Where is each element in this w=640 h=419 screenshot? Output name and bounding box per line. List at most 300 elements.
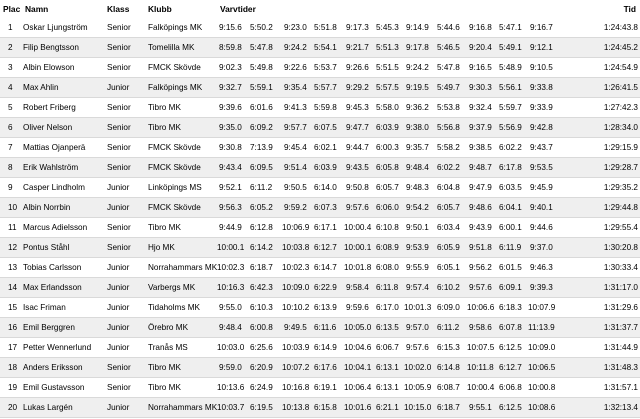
lap-time: 10:10.2: [282, 303, 310, 312]
lap-time: 6:12.8: [250, 223, 273, 232]
lap-time: 10:00.4: [344, 223, 372, 232]
rider-class: Senior: [107, 63, 131, 72]
lap-time: 6:05.9: [437, 243, 460, 252]
lap-time: 9:39.3: [530, 283, 553, 292]
lap-time: 9:45.3: [346, 103, 369, 112]
lap-time: 6:08.7: [437, 383, 460, 392]
total-time: 1:27:42.3: [603, 103, 638, 112]
lap-time: 6:02.2: [499, 143, 522, 152]
lap-time: 9:40.1: [530, 203, 553, 212]
lap-time: 10:11.8: [467, 363, 494, 372]
lap-time: 11:13.9: [528, 323, 555, 332]
table-row: [0, 98, 640, 118]
lap-time: 10:00.1: [344, 243, 372, 252]
rider-class: Junior: [107, 303, 130, 312]
lap-time: 6:19.5: [250, 403, 273, 412]
header-tid: Tid: [623, 4, 636, 14]
rider-name: Emil Berggren: [23, 323, 75, 332]
total-time: 1:24:54.9: [603, 63, 638, 72]
lap-time: 6:10.3: [250, 303, 273, 312]
lap-time: 6:14.2: [250, 243, 273, 252]
lap-time: 6:17.8: [499, 163, 522, 172]
total-time: 1:31:57.1: [603, 383, 638, 392]
lap-time: 9:48.4: [406, 163, 429, 172]
lap-time: 10:16.8: [282, 383, 310, 392]
lap-time: 6:18.7: [437, 403, 460, 412]
lap-time: 9:59.6: [346, 303, 369, 312]
rider-club: Tibro MK: [148, 363, 181, 372]
lap-time: 9:53.9: [406, 243, 429, 252]
rider-name: Oliver Nelson: [23, 123, 73, 132]
lap-time: 6:22.9: [314, 283, 337, 292]
placement: 16: [8, 323, 18, 332]
rider-name: Albin Norrbin: [23, 203, 71, 212]
placement: 10: [8, 203, 18, 212]
total-time: 1:29:15.9: [603, 143, 638, 152]
lap-time: 9:35.0: [219, 123, 242, 132]
lap-time: 6:15.8: [314, 403, 337, 412]
lap-time: 6:09.1: [499, 283, 522, 292]
lap-time: 5:44.6: [437, 23, 460, 32]
lap-time: 6:42.3: [250, 283, 273, 292]
lap-time: 9:55.0: [219, 303, 242, 312]
lap-time: 10:13.6: [217, 383, 245, 392]
table-row: [0, 158, 640, 178]
lap-time: 6:07.3: [314, 203, 337, 212]
lap-time: 10:03.7: [217, 403, 245, 412]
lap-time: 5:46.5: [437, 43, 460, 52]
rider-club: Falköpings MK: [148, 83, 203, 92]
lap-time: 6:14.0: [314, 183, 337, 192]
rider-club: Tidaholms MK: [148, 303, 201, 312]
table-row: [0, 138, 640, 158]
table-row: [0, 198, 640, 218]
lap-time: 9:12.1: [530, 43, 553, 52]
rider-class: Senior: [107, 103, 131, 112]
lap-time: 5:56.9: [499, 123, 522, 132]
lap-time: 9:42.8: [530, 123, 553, 132]
lap-time: 6:15.3: [437, 343, 460, 352]
lap-time: 9:44.7: [346, 143, 369, 152]
lap-time: 6:08.9: [376, 243, 399, 252]
lap-time: 5:58.2: [437, 143, 460, 152]
lap-time: 10:08.6: [528, 403, 556, 412]
lap-time: 9:44.6: [530, 223, 553, 232]
placement: 1: [8, 23, 13, 32]
rider-club: Norrahammars MK: [148, 403, 218, 412]
lap-time: 6:12.5: [499, 403, 522, 412]
lap-time: 9:50.1: [406, 223, 429, 232]
rider-name: Casper Lindholm: [23, 183, 85, 192]
rider-name: Max Ahlin: [23, 83, 59, 92]
lap-time: 5:56.8: [437, 123, 460, 132]
lap-time: 9:35.4: [284, 83, 307, 92]
lap-time: 6:14.8: [437, 363, 460, 372]
lap-time: 9:23.0: [284, 23, 307, 32]
table-row: [0, 38, 640, 58]
lap-time: 6:03.4: [437, 223, 460, 232]
rider-class: Senior: [107, 363, 131, 372]
lap-time: 6:07.5: [314, 123, 337, 132]
rider-name: Marcus Adielsson: [23, 223, 88, 232]
lap-time: 5:51.8: [314, 23, 337, 32]
lap-time: 5:47.8: [250, 43, 273, 52]
lap-time: 10:07.2: [282, 363, 310, 372]
lap-time: 6:11.6: [314, 323, 337, 332]
lap-time: 10:02.3: [217, 263, 245, 272]
lap-time: 6:05.7: [437, 203, 460, 212]
lap-time: 9:17.8: [406, 43, 429, 52]
lap-time: 9:32.7: [219, 83, 242, 92]
lap-time: 9:55.1: [469, 403, 492, 412]
rider-club: FMCK Skövde: [148, 163, 201, 172]
lap-time: 9:26.6: [346, 63, 369, 72]
lap-time: 6:06.8: [499, 383, 522, 392]
lap-time: 6:08.0: [376, 263, 399, 272]
lap-time: 9:17.3: [346, 23, 369, 32]
lap-time: 9:57.6: [406, 343, 429, 352]
lap-time: 9:50.5: [284, 183, 307, 192]
rider-club: FMCK Skövde: [148, 143, 201, 152]
lap-time: 6:05.1: [437, 263, 460, 272]
rider-club: Tranås MS: [148, 343, 188, 352]
lap-time: 10:03.0: [217, 343, 245, 352]
lap-time: 9:56.3: [219, 203, 242, 212]
placement: 19: [8, 383, 18, 392]
lap-time: 5:49.7: [437, 83, 460, 92]
rider-club: Varbergs MK: [148, 283, 196, 292]
table-row: [0, 18, 640, 38]
lap-time: 9:15.6: [219, 23, 242, 32]
lap-time: 9:38.5: [469, 143, 492, 152]
table-header: [0, 0, 640, 18]
lap-time: 6:14.9: [314, 343, 337, 352]
rider-name: Robert Friberg: [23, 103, 76, 112]
lap-time: 9:58.6: [469, 323, 492, 332]
lap-time: 9:47.7: [346, 123, 369, 132]
rider-club: Tibro MK: [148, 223, 181, 232]
lap-time: 9:41.3: [284, 103, 307, 112]
lap-time: 9:52.1: [219, 183, 242, 192]
lap-time: 6:09.0: [437, 303, 460, 312]
lap-time: 6:20.9: [250, 363, 273, 372]
rider-name: Anders Eriksson: [23, 363, 83, 372]
lap-time: 9:57.7: [284, 123, 307, 132]
lap-time: 6:07.8: [499, 323, 522, 332]
total-time: 1:24:43.8: [603, 23, 638, 32]
total-time: 1:30:20.8: [603, 243, 638, 252]
lap-time: 5:49.1: [499, 43, 522, 52]
lap-time: 10:01.3: [404, 303, 432, 312]
lap-time: 9:19.5: [406, 83, 429, 92]
lap-time: 6:11.9: [499, 243, 522, 252]
table-row: [0, 338, 640, 358]
lap-time: 10:16.3: [217, 283, 245, 292]
lap-time: 6:12.7: [499, 363, 522, 372]
lap-time: 6:12.7: [314, 243, 337, 252]
rider-club: Falköpings MK: [148, 23, 203, 32]
lap-time: 6:04.1: [499, 203, 522, 212]
placement: 6: [8, 123, 13, 132]
lap-time: 10:05.0: [344, 323, 372, 332]
lap-time: 9:54.2: [406, 203, 429, 212]
header-namn: Namn: [25, 4, 49, 14]
lap-time: 6:13.1: [376, 383, 399, 392]
table-row: [0, 278, 640, 298]
lap-time: 9:59.0: [219, 363, 242, 372]
placement: 4: [8, 83, 13, 92]
lap-time: 9:33.9: [530, 103, 553, 112]
lap-time: 10:03.8: [282, 243, 310, 252]
total-time: 1:30:33.4: [603, 263, 638, 272]
lap-time: 9:56.2: [469, 263, 492, 272]
total-time: 1:32:13.4: [603, 403, 638, 412]
lap-time: 9:57.4: [406, 283, 429, 292]
rider-club: Örebro MK: [148, 323, 189, 332]
rider-class: Senior: [107, 43, 131, 52]
table-row: [0, 258, 640, 278]
lap-time: 6:14.7: [314, 263, 337, 272]
lap-time: 6:03.5: [499, 183, 522, 192]
rider-name: Lukas Largén: [23, 403, 73, 412]
lap-time: 9:57.0: [406, 323, 429, 332]
lap-time: 10:06.5: [528, 363, 556, 372]
lap-time: 9:48.7: [469, 163, 492, 172]
placement: 8: [8, 163, 13, 172]
lap-time: 6:13.9: [314, 303, 337, 312]
lap-time: 9:55.9: [406, 263, 429, 272]
total-time: 1:29:35.2: [603, 183, 638, 192]
rider-name: Petter Wennerlund: [23, 343, 92, 352]
total-time: 1:31:48.3: [603, 363, 638, 372]
lap-time: 5:57.7: [314, 83, 337, 92]
lap-time: 6:02.2: [437, 163, 460, 172]
lap-time: 5:47.1: [499, 23, 522, 32]
lap-time: 10:09.0: [528, 343, 556, 352]
rider-name: Max Erlandsson: [23, 283, 82, 292]
lap-time: 7:13.9: [250, 143, 273, 152]
total-time: 1:29:44.8: [603, 203, 638, 212]
lap-time: 5:57.5: [376, 83, 399, 92]
lap-time: 5:54.1: [314, 43, 337, 52]
lap-time: 9:16.7: [530, 23, 553, 32]
lap-time: 6:18.7: [250, 263, 273, 272]
lap-time: 5:53.8: [437, 103, 460, 112]
rider-name: Erik Wahlström: [23, 163, 79, 172]
lap-time: 9:21.7: [346, 43, 369, 52]
lap-time: 10:00.1: [217, 243, 245, 252]
lap-time: 9:48.3: [406, 183, 429, 192]
lap-time: 9:35.7: [406, 143, 429, 152]
rider-name: Tobias Carlsson: [23, 263, 82, 272]
lap-time: 6:12.5: [499, 343, 522, 352]
lap-time: 10:02.3: [282, 263, 310, 272]
rider-club: Tomelilla MK: [148, 43, 195, 52]
table-row: [0, 58, 640, 78]
total-time: 1:31:44.9: [603, 343, 638, 352]
rider-class: Senior: [107, 383, 131, 392]
lap-time: 6:10.2: [437, 283, 460, 292]
lap-time: 6:19.1: [314, 383, 337, 392]
lap-time: 6:06.7: [376, 343, 399, 352]
lap-time: 9:43.7: [530, 143, 553, 152]
lap-time: 9:45.9: [530, 183, 553, 192]
lap-time: 5:59.1: [250, 83, 273, 92]
lap-time: 6:11.8: [376, 283, 399, 292]
rider-class: Junior: [107, 203, 130, 212]
table-row: [0, 378, 640, 398]
lap-time: 9:24.2: [284, 43, 307, 52]
total-time: 1:31:37.7: [603, 323, 638, 332]
table-row: [0, 118, 640, 138]
lap-time: 6:05.2: [250, 203, 273, 212]
placement: 2: [8, 43, 13, 52]
lap-time: 5:58.0: [376, 103, 399, 112]
rider-name: Emil Gustavsson: [23, 383, 85, 392]
rider-class: Senior: [107, 23, 131, 32]
rider-club: FMCK Skövde: [148, 203, 201, 212]
lap-time: 6:05.7: [376, 183, 399, 192]
lap-time: 9:43.9: [469, 223, 492, 232]
lap-time: 5:59.8: [314, 103, 337, 112]
lap-time: 6:11.2: [250, 183, 273, 192]
lap-time: 5:50.2: [250, 23, 273, 32]
placement: 15: [8, 303, 18, 312]
total-time: 1:28:34.0: [603, 123, 638, 132]
lap-time: 6:04.8: [437, 183, 460, 192]
placement: 18: [8, 363, 18, 372]
lap-time: 9:38.0: [406, 123, 429, 132]
lap-time: 10:06.4: [344, 383, 372, 392]
lap-time: 10:02.0: [404, 363, 432, 372]
lap-time: 6:06.0: [376, 203, 399, 212]
lap-time: 10:03.9: [282, 343, 310, 352]
lap-time: 9:57.6: [346, 203, 369, 212]
lap-time: 6:09.2: [250, 123, 273, 132]
lap-time: 9:30.3: [469, 83, 492, 92]
header-klubb: Klubb: [148, 4, 172, 14]
lap-time: 6:00.1: [499, 223, 522, 232]
rider-club: FMCK Skövde: [148, 63, 201, 72]
rider-class: Junior: [107, 283, 130, 292]
lap-time: 8:59.8: [219, 43, 242, 52]
lap-time: 6:02.1: [314, 143, 337, 152]
lap-time: 9:33.8: [530, 83, 553, 92]
lap-time: 10:06.6: [467, 303, 495, 312]
lap-time: 10:09.0: [282, 283, 310, 292]
lap-time: 9:20.4: [469, 43, 492, 52]
lap-time: 9:48.6: [469, 203, 492, 212]
lap-time: 6:18.3: [499, 303, 522, 312]
rider-name: Isac Friman: [23, 303, 66, 312]
lap-time: 9:51.4: [284, 163, 307, 172]
lap-time: 9:57.6: [469, 283, 492, 292]
lap-time: 6:25.6: [250, 343, 273, 352]
rider-class: Junior: [107, 263, 130, 272]
lap-time: 9:32.4: [469, 103, 492, 112]
lap-time: 9:16.5: [469, 63, 492, 72]
lap-time: 5:59.7: [499, 103, 522, 112]
lap-time: 6:24.9: [250, 383, 273, 392]
lap-time: 6:01.6: [250, 103, 273, 112]
rider-name: Oskar Ljungström: [23, 23, 88, 32]
lap-time: 9:30.8: [219, 143, 242, 152]
lap-time: 10:01.6: [344, 403, 372, 412]
lap-time: 9:22.6: [284, 63, 307, 72]
lap-time: 6:00.8: [250, 323, 273, 332]
lap-time: 6:10.8: [376, 223, 399, 232]
lap-time: 9:39.6: [219, 103, 242, 112]
table-row: [0, 318, 640, 338]
lap-time: 10:15.0: [404, 403, 432, 412]
lap-time: 9:36.2: [406, 103, 429, 112]
lap-time: 9:50.8: [346, 183, 369, 192]
lap-time: 6:05.8: [376, 163, 399, 172]
lap-time: 9:02.3: [219, 63, 242, 72]
rider-club: Tibro MK: [148, 103, 181, 112]
lap-time: 9:43.5: [346, 163, 369, 172]
lap-time: 9:43.4: [219, 163, 242, 172]
placement: 5: [8, 103, 13, 112]
total-time: 1:24:45.2: [603, 43, 638, 52]
placement: 14: [8, 283, 18, 292]
table-row: [0, 218, 640, 238]
lap-time: 10:00.4: [467, 383, 495, 392]
lap-time: 6:21.1: [376, 403, 399, 412]
rider-name: Filip Bengtsson: [23, 43, 79, 52]
lap-time: 9:29.2: [346, 83, 369, 92]
lap-time: 10:07.9: [528, 303, 556, 312]
rider-club: Tibro MK: [148, 123, 181, 132]
lap-time: 5:56.1: [499, 83, 522, 92]
placement: 11: [8, 223, 17, 232]
lap-time: 5:51.3: [376, 43, 399, 52]
lap-time: 6:09.5: [250, 163, 273, 172]
table-row: [0, 298, 640, 318]
rider-class: Senior: [107, 163, 131, 172]
lap-time: 9:51.8: [469, 243, 492, 252]
lap-time: 6:03.9: [376, 123, 399, 132]
placement: 13: [8, 263, 18, 272]
lap-time: 5:51.5: [376, 63, 399, 72]
table-row: [0, 398, 640, 418]
lap-time: 9:48.4: [219, 323, 242, 332]
rider-class: Senior: [107, 243, 131, 252]
lap-time: 5:49.8: [250, 63, 273, 72]
header-klass: Klass: [107, 4, 130, 14]
placement: 9: [8, 183, 13, 192]
table-row: [0, 358, 640, 378]
lap-time: 9:24.2: [406, 63, 429, 72]
lap-time: 10:13.8: [282, 403, 310, 412]
total-time: 1:26:41.5: [603, 83, 638, 92]
lap-time: 10:01.8: [344, 263, 372, 272]
table-row: [0, 78, 640, 98]
lap-time: 5:45.3: [376, 23, 399, 32]
total-time: 1:29:55.4: [603, 223, 638, 232]
rider-class: Junior: [107, 83, 130, 92]
lap-time: 6:17.1: [314, 223, 337, 232]
lap-time: 9:47.9: [469, 183, 492, 192]
lap-time: 9:49.5: [284, 323, 307, 332]
lap-time: 9:14.9: [406, 23, 429, 32]
lap-time: 5:48.9: [499, 63, 522, 72]
rider-class: Junior: [107, 323, 130, 332]
lap-time: 10:05.9: [404, 383, 432, 392]
lap-time: 9:44.9: [219, 223, 242, 232]
rider-class: Senior: [107, 143, 131, 152]
rider-class: Junior: [107, 183, 130, 192]
